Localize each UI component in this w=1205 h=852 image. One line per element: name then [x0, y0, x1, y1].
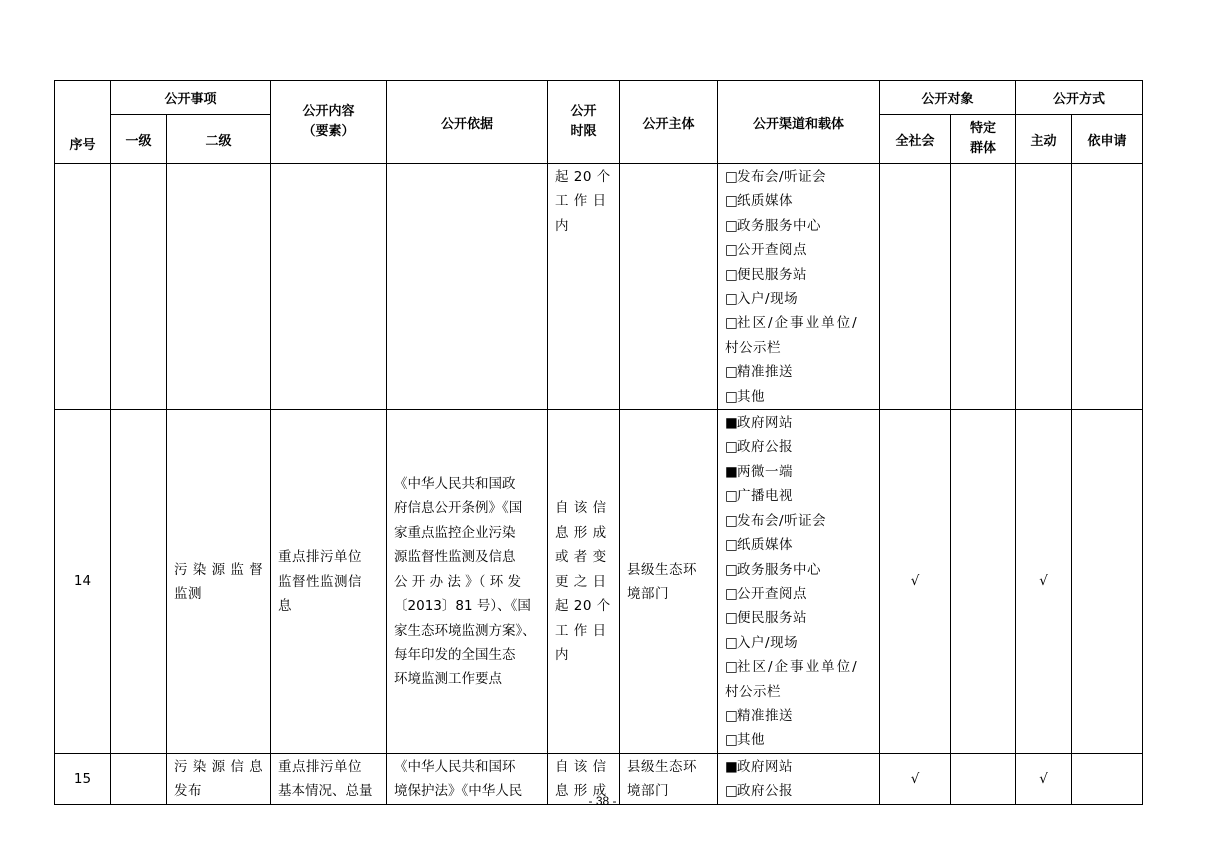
row-seq-cell: 15 — [55, 753, 111, 804]
channel-item: □公开查阅点 — [725, 582, 872, 606]
basis-line: 府信息公开条例》《国 — [394, 500, 523, 517]
channel-item: □广播电视 — [725, 484, 872, 508]
header-time-line1: 公开 — [570, 104, 597, 119]
checkbox-icon: □ — [725, 388, 739, 405]
checkbox-icon: □ — [725, 193, 739, 210]
row-level1-cell — [111, 410, 167, 754]
header-content — [271, 81, 387, 164]
channel-item: 村公示栏 — [725, 339, 782, 356]
row-channel-cell — [718, 410, 880, 754]
checkbox-icon: □ — [725, 585, 739, 602]
header-target: 公开对象 — [880, 81, 1016, 115]
row-on-request-cell — [1072, 164, 1143, 410]
channel-item: □发布会/听证会 — [725, 509, 872, 533]
time-line: 内 — [555, 646, 570, 663]
time-line: 工 作 日 — [555, 622, 607, 639]
checkbox-icon: □ — [725, 561, 739, 578]
channel-item: □纸质媒体 — [725, 533, 872, 557]
checkbox-icon: □ — [725, 315, 739, 332]
time-line: 自 该 信 — [555, 758, 607, 775]
row-content-cell — [271, 410, 387, 754]
content-line: 重点排污单位 — [278, 549, 363, 566]
channel-item: ■两微一端 — [725, 460, 872, 484]
level2-line: 污 染 源 监 督 — [174, 561, 264, 578]
channel-item: □便民服务站 — [725, 263, 872, 287]
channel-item: □发布会/听证会 — [725, 165, 872, 189]
checkbox-checked-icon: ■ — [725, 415, 739, 432]
header-level1: 一级 — [111, 115, 167, 164]
header-subject: 公开主体 — [620, 81, 718, 164]
level2-line: 污 染 源 信 息 — [174, 758, 264, 775]
time-line: 自 该 信 — [555, 500, 607, 517]
basis-line: 源监督性监测及信息 — [394, 549, 516, 566]
subject-line: 县级生态环 — [627, 758, 698, 775]
channel-item: □其他 — [725, 728, 872, 752]
header-level2: 二级 — [167, 115, 271, 164]
header-seq: 序号 — [55, 81, 111, 164]
checkbox-icon: □ — [725, 512, 739, 529]
channel-item: □政务服务中心 — [725, 214, 872, 238]
channel-item: □纸质媒体 — [725, 189, 872, 213]
content-line: 监督性监测信 — [278, 573, 363, 590]
subject-line: 境部门 — [627, 783, 670, 800]
row-on-request-cell — [1072, 410, 1143, 754]
header-all-society: 全社会 — [880, 115, 951, 164]
channel-item: ■政府网站 — [725, 411, 872, 435]
basis-line: 每年印发的全国生态 — [394, 646, 516, 663]
basis-line: 《中华人民共和国环 — [394, 758, 516, 775]
header-time-line2: 时限 — [570, 124, 597, 139]
row-active-cell — [1016, 164, 1072, 410]
basis-line: 〔2013〕81 号）、《国 — [394, 598, 531, 615]
checkbox-icon: □ — [725, 610, 739, 627]
header-content-line2: （要素） — [302, 124, 355, 139]
checkbox-icon: □ — [725, 659, 739, 676]
time-line: 工 作 日 — [555, 193, 607, 210]
checkbox-icon: □ — [725, 217, 739, 234]
checkbox-icon: □ — [725, 439, 739, 456]
channel-item: □公开查阅点 — [725, 238, 872, 262]
channel-item: □入户/现场 — [725, 631, 872, 655]
row-seq-cell — [55, 164, 111, 410]
disclosure-table-sheet — [54, 80, 1143, 805]
content-line: 基本情况、总量 — [278, 783, 373, 800]
channel-item: □精准推送 — [725, 704, 872, 728]
checkbox-icon: □ — [725, 291, 739, 308]
header-specific-line2: 群体 — [970, 141, 997, 156]
row-content-cell — [271, 164, 387, 410]
time-line: 起 20 个 — [555, 598, 611, 615]
level2-line: 发布 — [174, 783, 202, 800]
subject-line: 境部门 — [627, 585, 670, 602]
content-line: 重点排污单位 — [278, 758, 363, 775]
time-line: 更 之 日 — [555, 573, 607, 590]
basis-line: 家重点监控企业污染 — [394, 524, 516, 541]
channel-item: □精准推送 — [725, 360, 872, 384]
basis-line: 环境监测工作要点 — [394, 671, 503, 688]
time-line: 息 形 成 — [555, 524, 607, 541]
channel-item: □政府公报 — [725, 435, 872, 459]
row-basis-cell — [387, 410, 548, 754]
row-specific-cell — [951, 410, 1016, 754]
checkbox-icon: □ — [725, 707, 739, 724]
checkbox-icon: □ — [725, 242, 739, 259]
table-row — [55, 410, 1143, 754]
header-specific-group — [951, 115, 1016, 164]
row-level2-cell — [167, 410, 271, 754]
row-subject-cell — [620, 410, 718, 754]
subject-line: 县级生态环 — [627, 561, 698, 578]
header-time — [548, 81, 620, 164]
row-all-society-cell: √ — [880, 410, 951, 754]
checkbox-checked-icon: ■ — [725, 758, 739, 775]
time-line: 或 者 变 — [555, 549, 607, 566]
channel-item: □政府公报 — [725, 779, 872, 803]
row-time-cell — [548, 164, 620, 410]
checkbox-icon: □ — [725, 537, 739, 554]
channel-item: ■政府网站 — [725, 755, 872, 779]
checkbox-icon: □ — [725, 169, 739, 185]
header-content-line1: 公开内容 — [302, 104, 355, 119]
header-matter: 公开事项 — [111, 81, 271, 115]
channel-item: □社区/企事业单位/ — [725, 311, 872, 335]
row-basis-cell — [387, 164, 548, 410]
basis-line: 家生态环境监测方案》、 — [394, 622, 536, 639]
basis-line: 公 开 办 法 》（ 环 发 — [394, 573, 522, 590]
row-seq-cell: 14 — [55, 410, 111, 754]
content-line: 息 — [278, 598, 293, 615]
row-specific-cell — [951, 164, 1016, 410]
row-subject-cell — [620, 164, 718, 410]
checkbox-icon: □ — [725, 634, 739, 651]
disclosure-table — [54, 80, 1143, 805]
checkbox-checked-icon: ■ — [725, 463, 739, 480]
level2-line: 监测 — [174, 585, 202, 602]
channel-item: □政务服务中心 — [725, 558, 872, 582]
row-channel-cell — [718, 164, 880, 410]
header-channel: 公开渠道和载体 — [718, 81, 880, 164]
header-on-request: 依申请 — [1072, 115, 1143, 164]
channel-item: □其他 — [725, 385, 872, 409]
row-all-society-cell — [880, 164, 951, 410]
page-number: - 38 - — [588, 794, 617, 808]
checkbox-icon: □ — [725, 732, 739, 749]
channel-item: □入户/现场 — [725, 287, 872, 311]
header-specific-line1: 特定 — [970, 121, 997, 136]
time-line: 息 形 成 — [555, 783, 607, 800]
basis-line: 境保护法》《中华人民 — [394, 783, 523, 800]
channel-item: 村公示栏 — [725, 683, 782, 700]
header-basis: 公开依据 — [387, 81, 548, 164]
checkbox-icon: □ — [725, 783, 739, 800]
row-active-cell: √ — [1016, 753, 1072, 804]
checkbox-icon: □ — [725, 364, 739, 381]
header-active: 主动 — [1016, 115, 1072, 164]
row-time-cell — [548, 410, 620, 754]
table-row — [55, 164, 1143, 410]
time-line: 内 — [555, 217, 570, 234]
row-level2-cell — [167, 164, 271, 410]
header-method: 公开方式 — [1016, 81, 1143, 115]
basis-line: 《中华人民共和国政 — [394, 476, 516, 493]
checkbox-icon: □ — [725, 266, 739, 283]
time-line: 起 20 个 — [555, 169, 611, 185]
row-level1-cell — [111, 164, 167, 410]
channel-item: □社区/企事业单位/ — [725, 655, 872, 679]
checkbox-icon: □ — [725, 488, 739, 505]
row-all-society-cell: √ — [880, 753, 951, 804]
row-active-cell: √ — [1016, 410, 1072, 754]
channel-item: □便民服务站 — [725, 606, 872, 630]
